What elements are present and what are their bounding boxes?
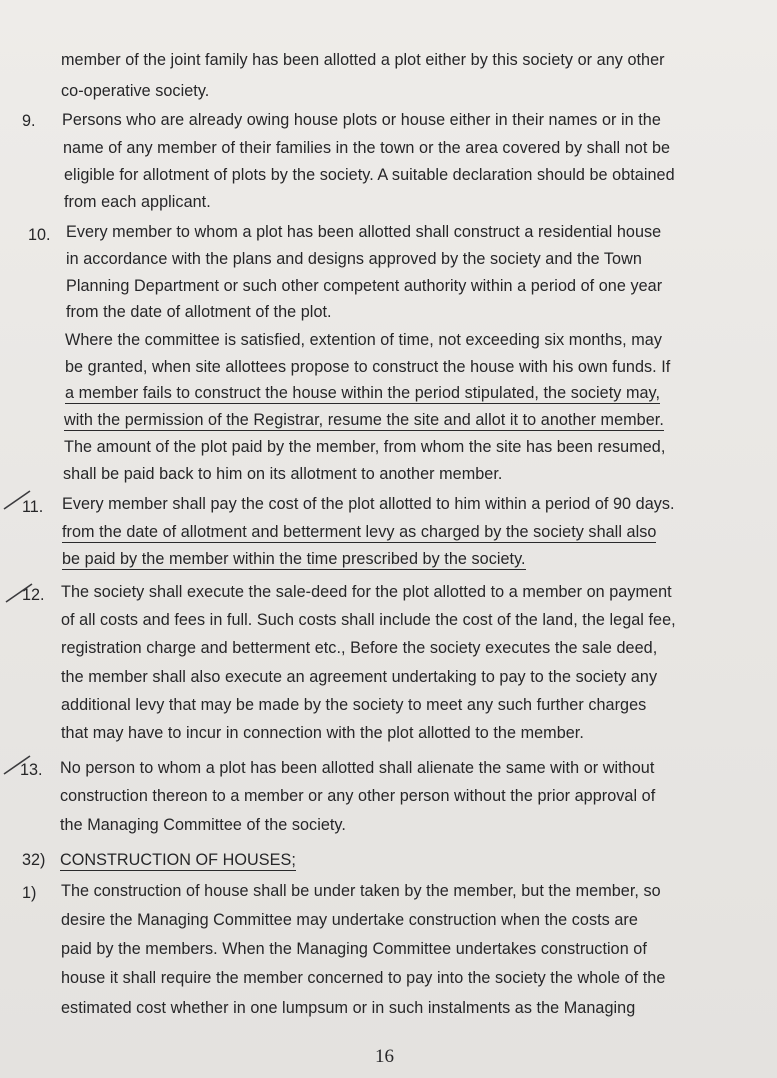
item-13-line: construction thereon to a member or any other person without the prior approval of [60, 787, 656, 805]
subitem-line: estimated cost whether in one lumpsum or in such instalments as the Managing [61, 999, 636, 1017]
item-10-line: with the permission of the Registrar, resume the site and allot it to another member. [64, 411, 664, 429]
item-number: 12. [22, 586, 45, 604]
item-10-line: in accordance with the plans and designs approved by the society and the Town [66, 250, 642, 268]
item-12-line: additional levy that may be made by the society to meet any such further charges [61, 696, 647, 714]
page-number: 16 [375, 1046, 394, 1067]
item-10-line: shall be paid back to him on its allotment to another member. [63, 465, 503, 483]
item-12-line: the member shall also execute an agreement undertaking to pay to the society any [61, 668, 658, 686]
item-10-line: Where the committee is satisfied, extention of time, not exceeding six months, may [65, 331, 663, 349]
item-number: 11. [22, 498, 44, 516]
item-10-line: Every member to whom a plot has been allotted shall construct a residential house [66, 223, 662, 241]
item-12-line: registration charge and betterment etc., Before the society executes the sale deed, [61, 639, 658, 657]
item-10-line: Planning Department or such other competent authority within a period of one year [66, 277, 663, 295]
handwritten-tick-mark [0, 748, 40, 788]
item-number: 9. [22, 112, 36, 130]
item-12-line: that may have to incur in connection with the plot allotted to the member. [61, 724, 584, 742]
intro-line: member of the joint family has been allotted a plot either by this society or any other [61, 51, 665, 69]
item-9-line: name of any member of their families in the town or the area covered by shall not be [63, 139, 671, 157]
subitem-line: The construction of house shall be under taken by the member, but the member, so [61, 882, 661, 900]
item-11-line: from the date of allotment and betterment levy as charged by the society shall also [62, 523, 657, 541]
item-number: 10. [28, 226, 51, 244]
item-10-line: be granted, when site allottees propose to construct the house with his own funds. If [65, 358, 671, 376]
item-12-line: The society shall execute the sale-deed for the plot allotted to a member on payment [61, 583, 672, 601]
section-title: CONSTRUCTION OF HOUSES; [60, 851, 296, 869]
item-9-line: eligible for allotment of plots by the society. A suitable declaration should be obtained [64, 166, 675, 184]
intro-line: co-operative society. [61, 82, 210, 100]
item-number: 13. [20, 761, 43, 779]
item-9-line: Persons who are already owing house plots or house either in their names or in the [62, 111, 661, 129]
item-10-line: The amount of the plot paid by the member, from whom the site has been resumed, [64, 438, 666, 456]
subitem-line: paid by the members. When the Managing Committee undertakes construction of [61, 940, 647, 958]
item-10-line: a member fails to construct the house within the period stipulated, the society may, [65, 384, 661, 402]
item-10-line: from the date of allotment of the plot. [66, 303, 332, 321]
item-12-line: of all costs and fees in full. Such costs shall include the cost of the land, the legal fee, [61, 611, 676, 629]
item-13-line: No person to whom a plot has been allotted shall alienate the same with or without [60, 759, 655, 777]
handwritten-tick-mark [0, 485, 40, 525]
handwritten-tick-mark [0, 574, 40, 614]
subitem-line: house it shall require the member concerned to pay into the society the whole of the [61, 969, 666, 987]
item-9-line: from each applicant. [64, 193, 211, 211]
section-number: 32) [22, 851, 46, 869]
item-13-line: the Managing Committee of the society. [60, 816, 346, 834]
subitem-line: desire the Managing Committee may undertake construction when the costs are [61, 911, 638, 929]
item-11-line: Every member shall pay the cost of the plot allotted to him within a period of 90 days. [62, 495, 675, 513]
item-11-line: be paid by the member within the time prescribed by the society. [62, 550, 526, 568]
subitem-number: 1) [22, 884, 37, 902]
